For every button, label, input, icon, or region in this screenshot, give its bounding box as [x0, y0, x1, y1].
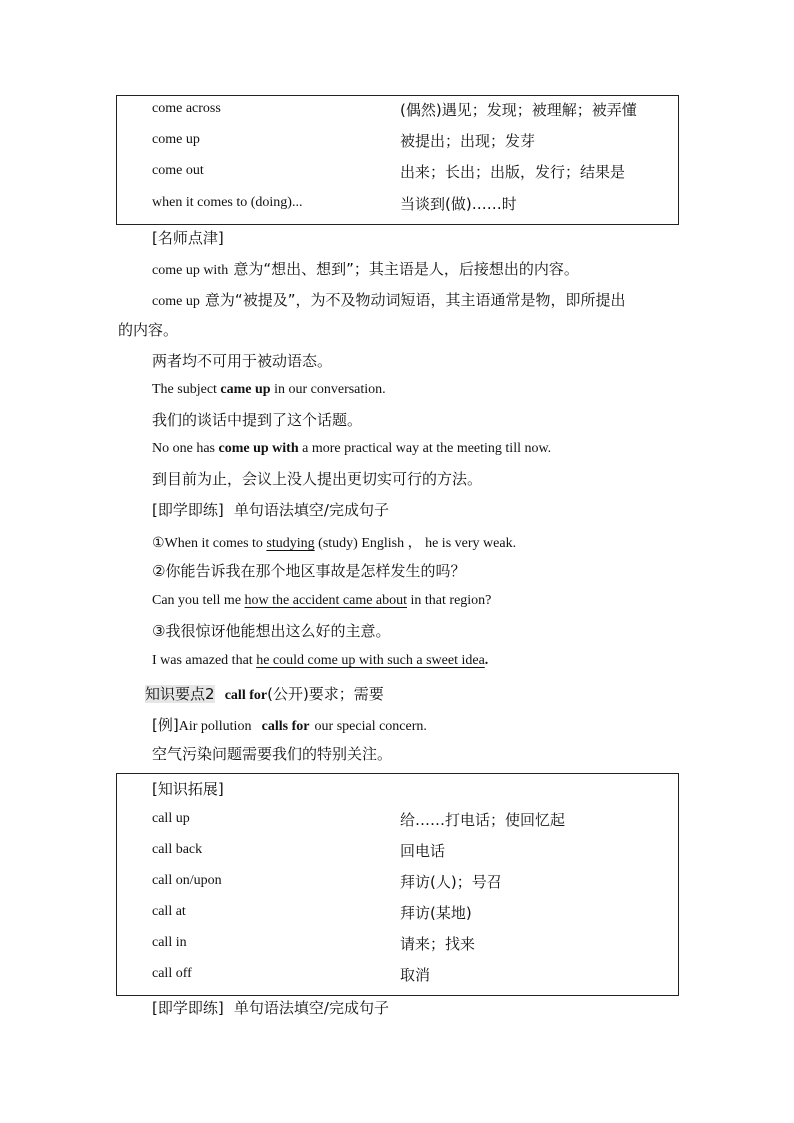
phrase-zh: 给……打电话；使回忆起 — [400, 811, 566, 829]
practice-question-3: I was amazed that he could come up with such a sweet idea. — [152, 653, 489, 668]
example-translation-1: 我们的谈话中提到了这个话题。 — [152, 411, 363, 429]
tip-paragraph-1: come up with 意为“想出、想到”；其主语是人，后接想出的内容。 — [152, 260, 579, 278]
tip-heading: [名师点津] — [152, 229, 224, 247]
phrase-zh: 取消 — [400, 966, 431, 984]
phrase-zh: 出来；长出；出版，发行；结果是 — [400, 163, 626, 181]
phrase-en: call in — [152, 935, 187, 950]
answer-blank: studying — [266, 536, 315, 551]
phrase-en: call off — [152, 966, 192, 981]
expansion-heading: [知识拓展] — [152, 780, 224, 798]
point-label: 知识要点2 — [145, 685, 215, 703]
phrase-zh: 回电话 — [400, 842, 446, 860]
practice-heading-2: [即学即练] 单句语法填空/完成句子 — [152, 999, 389, 1017]
answer-blank: how the accident came about — [244, 593, 408, 608]
tip-paragraph-2: come up 意为“被提及”，为不及物动词短语，其主语通常是物，即所提出 — [152, 291, 626, 309]
phrase-zh: (偶然)遇见；发现；被理解；被弄懂 — [400, 101, 637, 119]
practice-question-1: ①When it comes to studying (study) English ， he is very weak. — [152, 536, 517, 551]
point-example-zh: 空气污染问题需要我们的特别关注。 — [152, 745, 393, 763]
phrase-en: come up — [152, 132, 200, 147]
answer-blank: he could come up with such a sweet idea — [256, 653, 485, 668]
phrase-zh: 被提出；出现；发芽 — [400, 132, 536, 150]
practice-question-3-zh: ③我很惊讶他能想出这么好的主意。 — [152, 622, 391, 640]
tip-paragraph-2-cont: 的内容。 — [118, 321, 179, 339]
point-example: [例]Air pollution calls for our special concern. — [152, 716, 427, 734]
example-sentence-1: The subject came up in our conversation. — [152, 382, 386, 397]
phrase-zh: 拜访(某地) — [400, 904, 472, 922]
phrase-en: come across — [152, 101, 221, 116]
phrase-en: call back — [152, 842, 203, 857]
phrase-en: call up — [152, 811, 190, 826]
phrase-zh: 请来；找来 — [400, 935, 476, 953]
practice-heading: [即学即练] 单句语法填空/完成句子 — [152, 501, 389, 519]
example-sentence-2: No one has come up with a more practical way at the meeting till now. — [152, 441, 552, 456]
phrase-en: when it comes to (doing)... — [152, 195, 303, 210]
phrase-en: call on/upon — [152, 873, 222, 888]
example-translation-2: 到目前为止，会议上没人提出更切实可行的方法。 — [152, 470, 483, 488]
phrase-en: come out — [152, 163, 204, 178]
phrase-zh: 拜访(人)；号召 — [400, 873, 502, 891]
phrase-en: call at — [152, 904, 186, 919]
phrase-zh: 当谈到(做)……时 — [400, 195, 517, 213]
knowledge-point-2: 知识要点2 call for(公开)要求；需要 — [145, 685, 384, 703]
practice-question-2: Can you tell me how the accident came about in that region? — [152, 593, 492, 608]
tip-paragraph-3: 两者均不可用于被动语态。 — [152, 352, 333, 370]
practice-question-2-zh: ②你能告诉我在那个地区事故是怎样发生的吗？ — [152, 562, 466, 580]
